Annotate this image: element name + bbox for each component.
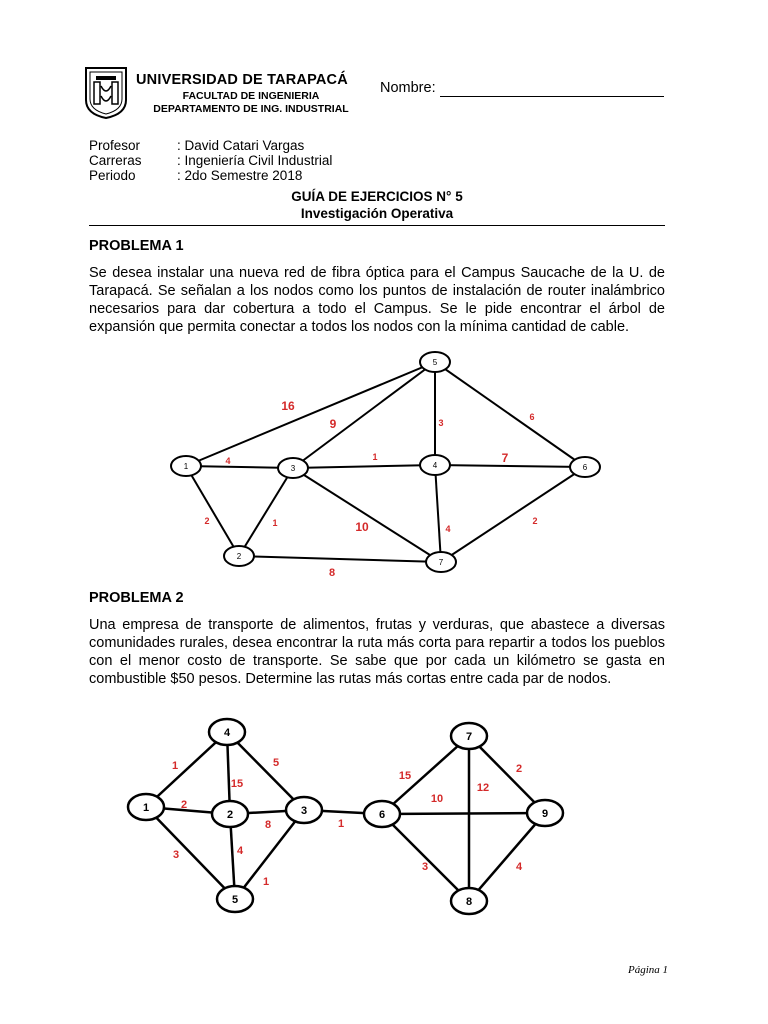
faculty-name: FACULTAD DE INGENIERIA bbox=[182, 90, 320, 102]
edge-weight-6-9: 10 bbox=[430, 793, 444, 805]
node-label-2: 2 bbox=[236, 551, 242, 561]
careers-row bbox=[89, 153, 332, 168]
edge-weight-7-9: 2 bbox=[515, 763, 523, 775]
guide-title-block bbox=[89, 188, 665, 222]
edge-weight-1-2: 2 bbox=[180, 799, 188, 811]
edge-6-7 bbox=[441, 467, 585, 562]
edge-weight-1-5: 16 bbox=[281, 399, 295, 413]
problem2-graph bbox=[0, 710, 768, 920]
edge-weight-4-2: 15 bbox=[230, 778, 244, 790]
edge-1-3 bbox=[186, 466, 293, 468]
node-label-5: 5 bbox=[231, 893, 239, 906]
node-label-4: 4 bbox=[223, 726, 231, 739]
edge-7-9 bbox=[469, 736, 545, 813]
edge-1-2 bbox=[186, 466, 239, 556]
edge-weight-4-3: 5 bbox=[272, 757, 280, 769]
edge-weight-5-6: 6 bbox=[529, 412, 535, 422]
edge-weight-2-3: 1 bbox=[272, 518, 278, 528]
meta-value: : Ingeniería Civil Industrial bbox=[177, 153, 333, 168]
edge-weight-1-4: 1 bbox=[171, 760, 179, 772]
node-label-4: 4 bbox=[432, 460, 438, 470]
edge-weight-4-5: 3 bbox=[438, 418, 444, 428]
meta-value: : David Catari Vargas bbox=[177, 138, 305, 153]
node-label-3: 3 bbox=[290, 463, 296, 473]
node-label-1: 1 bbox=[142, 801, 150, 814]
guide-title: GUÍA DE EJERCICIOS N° 5 bbox=[291, 189, 463, 204]
edge-5-6 bbox=[435, 362, 585, 467]
edge-8-9 bbox=[469, 813, 545, 901]
professor-row bbox=[89, 138, 332, 153]
edge-4-3 bbox=[227, 732, 304, 810]
name-field-line[interactable] bbox=[440, 96, 664, 97]
node-label-6: 6 bbox=[582, 462, 588, 472]
problem2-text: Una empresa de transporte de alimentos, frutas y verduras, que abastece a diversas comunidades rurales, desea encontrar la ruta más corta para repartir a todos los pueblos con el menor costo de transporte. Se sabe que por cada un kilómetro se gasta en combustible $50 pesos. Determine las rutas más cortas entre cada par de nodos. bbox=[89, 617, 665, 687]
edge-weight-2-3: 8 bbox=[264, 819, 272, 831]
edge-1-5 bbox=[186, 362, 435, 466]
edge-weight-4-6: 7 bbox=[501, 451, 509, 465]
edge-weight-6-7: 2 bbox=[532, 516, 538, 526]
edge-2-3 bbox=[239, 468, 293, 556]
edge-weight-6-7: 15 bbox=[398, 770, 412, 782]
edge-weight-1-5: 3 bbox=[172, 849, 180, 861]
edge-3-7 bbox=[293, 468, 441, 562]
edge-weight-7-8: 12 bbox=[476, 782, 490, 794]
meta-key: Periodo bbox=[89, 168, 136, 183]
edge-weight-2-7: 8 bbox=[328, 567, 336, 579]
period-row bbox=[89, 168, 332, 183]
node-label-8: 8 bbox=[465, 895, 473, 908]
edge-1-4 bbox=[146, 732, 227, 807]
meta-key: Carreras bbox=[89, 153, 142, 168]
edge-3-5 bbox=[293, 362, 435, 468]
problem1-text: Se desea instalar una nueva red de fibra óptica para el Campus Saucache de la U. de Tarapacá. Se señalan a los nodos como los puntos de instalación de router inalámbrico necesarios para dar cobertura a todo el Campus. Se le pide encontrar el árbol de expansión que permita conectar a todos los nodos con la mínima cantidad de cable. bbox=[89, 265, 665, 335]
node-label-2: 2 bbox=[226, 808, 234, 821]
name-label: Nombre: bbox=[380, 80, 436, 96]
problem1-graph bbox=[0, 340, 768, 590]
node-label-9: 9 bbox=[541, 807, 549, 820]
problem1-heading: PROBLEMA 1 bbox=[89, 238, 184, 254]
meta-key: Profesor bbox=[89, 138, 141, 153]
edge-4-7 bbox=[435, 465, 441, 562]
meta-value: : 2do Semestre 2018 bbox=[177, 168, 303, 183]
edge-weight-3-4: 1 bbox=[372, 452, 378, 462]
edge-6-7 bbox=[382, 736, 469, 814]
edge-weight-3-5: 1 bbox=[262, 876, 270, 888]
node-label-7: 7 bbox=[438, 557, 444, 567]
edge-6-9 bbox=[382, 813, 545, 814]
edge-weight-3-7: 10 bbox=[355, 520, 369, 534]
node-label-6: 6 bbox=[378, 808, 386, 821]
edge-weight-1-3: 4 bbox=[225, 456, 231, 466]
edge-6-8 bbox=[382, 814, 469, 901]
guide-subtitle: Investigación Operativa bbox=[300, 206, 454, 221]
edge-4-6 bbox=[435, 465, 585, 467]
problem2-heading: PROBLEMA 2 bbox=[89, 590, 184, 606]
edge-weight-3-6: 1 bbox=[337, 818, 345, 830]
node-label-1: 1 bbox=[183, 461, 189, 471]
edge-weight-4-7: 4 bbox=[445, 524, 451, 534]
edge-weight-1-2: 2 bbox=[204, 516, 210, 526]
course-info bbox=[89, 138, 332, 183]
edge-weight-8-9: 4 bbox=[515, 861, 523, 873]
department-name: DEPARTAMENTO DE ING. INDUSTRIAL bbox=[153, 103, 349, 115]
page-number: Página 1 bbox=[628, 964, 669, 976]
node-label-7: 7 bbox=[465, 730, 473, 743]
edge-weight-3-5: 9 bbox=[329, 417, 337, 431]
title-divider bbox=[89, 225, 665, 226]
edge-3-4 bbox=[293, 465, 435, 468]
university-name: UNIVERSIDAD DE TARAPACÁ bbox=[136, 72, 348, 88]
edge-2-7 bbox=[239, 556, 441, 562]
faculty-block bbox=[136, 90, 366, 116]
edge-weight-2-5: 4 bbox=[236, 845, 244, 857]
university-logo bbox=[84, 66, 128, 120]
edge-weight-6-8: 3 bbox=[421, 861, 429, 873]
node-label-3: 3 bbox=[300, 804, 308, 817]
node-label-5: 5 bbox=[432, 357, 438, 367]
